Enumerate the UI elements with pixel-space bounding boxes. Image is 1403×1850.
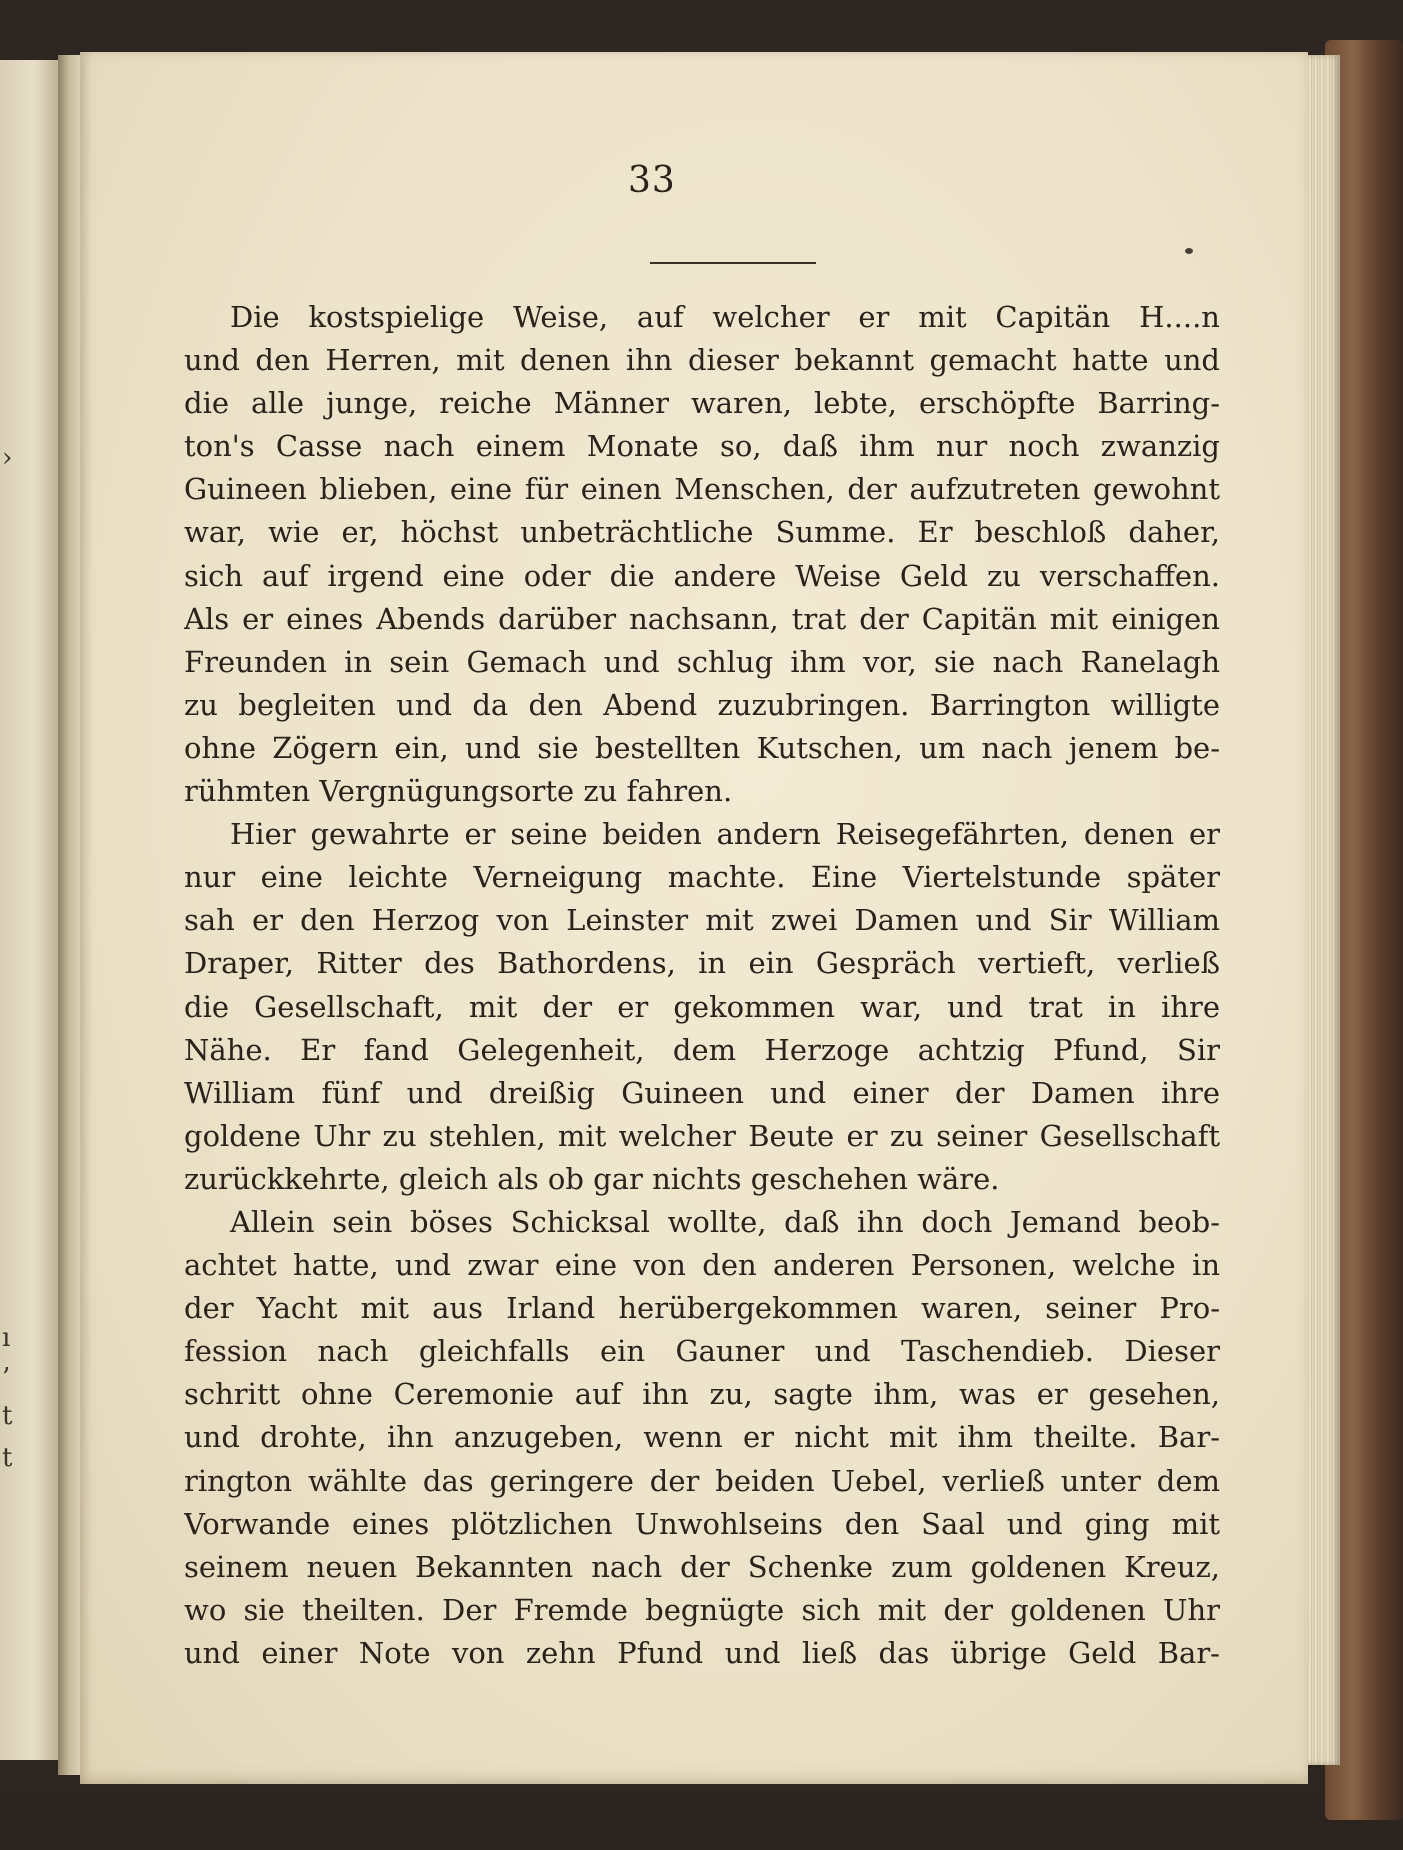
text-line: William fünf und dreißig Guineen und einer der Damen ihre [184,1075,1220,1110]
book-page: 33 Die kostspielige Weise, auf welcher er mit Capitän H....n und den Herren, mit denen ihn dieser bekannt gemacht hatte und die alle junge, reiche Männer waren, lebte, erschöpfte Barring- ton's Casse nach einem Monate so, daß ihm nur noch zwanzig Guineen blieben, eine für einen Menschen, der aufzutreten gewohnt war, wie er, höchst unbeträchtliche Summe. Er beschloß daher, sich auf irgend eine oder die andere Weise Geld zu verschaffen. Als er eines Abends darüber nachsann, trat der Capitän mit einigen Freunden in sein Gemach und schlug ihm vor, sie nach Ranelagh zu begleiten und da den Abend zuzubringen. Barrington willigte ohne Zögern ein, und sie bestellten Kutschen, um nach jenem be- rühmten Vergnügungsorte zu fahren. Hier gewahrte er seine beiden andern Reisegefährten, denen er nur eine leichte Verneigung machte. Eine Viertelstunde später sah er den Herzog von Leinster mit zwei Damen und Sir William Draper, Ritter des Bathordens, in ein Gespräch vertieft, verließ die Gesellschaft, mit der er gekommen war, und trat in ihre Nähe. Er fand Gelegenheit, dem Herzoge achtzig Pfund, Sir William fünf und dreißig Guineen und einer der Damen ihre goldene Uhr zu stehlen, mit welcher Beute er zu seiner Gesellschaft zurückkehrte, gleich als ob gar nichts geschehen wäre. Allein sein böses Schicksal wollte, daß ihn doch Jemand beob- achtet hatte, und zwar eine von den anderen Personen, welche in der Yacht mit aus Irland herübergekommen waren, seiner Pro- fession nach gleichfalls ein Gauner und Taschendieb. Dieser schritt ohne Ceremonie auf ihn zu, sagte ihm, was er gesehen, und drohte, ihn anzugeben, wenn er nicht mit ihm theilte. Bar- rington wählte das geringere der beiden Uebel, verließ unter dem Vorwande eines plötzlichen Unwohlseins den Saal und ging mit seinem neuen Bekannten nach der Schenke zum goldenen Kreuz, wo sie theilten. Der Fremde begnügte sich mit der goldenen Uhr und einer Note von zehn Pfund und ließ das übrige Geld Bar- [80,52,1308,1784]
header-rule [650,262,816,264]
text-line: sah er den Herzog von Leinster mit zwei Damen und Sir William [184,903,1220,938]
text-line: fession nach gleichfalls ein Gauner und Taschendieb. Dieser [184,1334,1220,1369]
margin-mark: t [2,1443,13,1473]
ink-speck [1185,248,1193,254]
text-line: zu begleiten und da den Abend zuzubringen. Barrington willigte [184,687,1220,722]
text-line: und den Herren, mit denen ihn dieser bekannt gemacht hatte und [184,343,1220,378]
text-line: Vorwande eines plötzlichen Unwohlseins den Saal und ging mit [184,1506,1220,1541]
text-line: die Gesellschaft, mit der er gekommen war, und trat in ihre [184,989,1220,1024]
text-line: Als er eines Abends darüber nachsann, trat der Capitän mit einigen [184,601,1220,636]
text-line: zurückkehrte, gleich als ob gar nichts geschehen wäre. [184,1161,1000,1196]
paragraph [184,296,1220,813]
margin-mark: t [2,1401,13,1431]
text-line: Allein sein böses Schicksal wollte, daß ihn doch Jemand beob- [230,1204,1220,1239]
margin-mark: ı [2,1323,11,1353]
text-line: goldene Uhr zu stehlen, mit welcher Beute er zu seiner Gesellschaft [184,1118,1220,1153]
text-line: ton's Casse nach einem Monate so, daß ihm nur noch zwanzig [184,429,1220,464]
text-line: Guineen blieben, eine für einen Menschen, der aufzutreten gewohnt [184,472,1220,507]
text-line: der Yacht mit aus Irland herübergekommen waren, seiner Pro- [184,1291,1220,1326]
text-line: die alle junge, reiche Männer waren, lebte, erschöpfte Barring- [184,386,1220,421]
text-line: ohne Zögern ein, und sie bestellten Kutschen, um nach jenem be- [184,730,1220,765]
facing-page [0,60,62,1760]
page-body-text [184,296,1220,1675]
text-line: Draper, Ritter des Bathordens, in ein Gespräch vertieft, verließ [184,946,1220,981]
text-line: Die kostspielige Weise, auf welcher er mit Capitän H....n [230,300,1220,334]
margin-mark: › [2,443,13,473]
text-line: nur eine leichte Verneigung machte. Eine Viertelstunde später [184,860,1220,895]
text-line: seinem neuen Bekannten nach der Schenke zum goldenen Kreuz, [184,1549,1220,1584]
margin-mark: ’ [2,1363,11,1393]
text-line: schritt ohne Ceremonie auf ihn zu, sagte ihm, was er gesehen, [184,1377,1220,1412]
text-line: Freunden in sein Gemach und schlug ihm vor, sie nach Ranelagh [184,644,1220,679]
text-line: rington wählte das geringere der beiden Uebel, verließ unter dem [184,1463,1220,1498]
text-line: Nähe. Er fand Gelegenheit, dem Herzoge achtzig Pfund, Sir [184,1032,1220,1067]
text-line: war, wie er, höchst unbeträchtliche Summe. Er beschloß daher, [184,515,1220,550]
text-line: und drohte, ihn anzugeben, wenn er nicht mit ihm theilte. Bar- [184,1420,1220,1455]
paragraph [184,813,1220,1201]
text-line: sich auf irgend eine oder die andere Weise Geld zu verschaffen. [184,558,1220,593]
text-line: rühmten Vergnügungsorte zu fahren. [184,774,733,809]
text-line: Hier gewahrte er seine beiden andern Reisegefährten, denen er [230,817,1220,852]
paragraph [184,1201,1220,1675]
text-line: wo sie theilten. Der Fremde begnügte sich mit der goldenen Uhr [184,1592,1220,1627]
text-line: achtet hatte, und zwar eine von den anderen Personen, welche in [184,1248,1220,1283]
text-line: und einer Note von zehn Pfund und ließ das übrige Geld Bar- [184,1635,1220,1670]
